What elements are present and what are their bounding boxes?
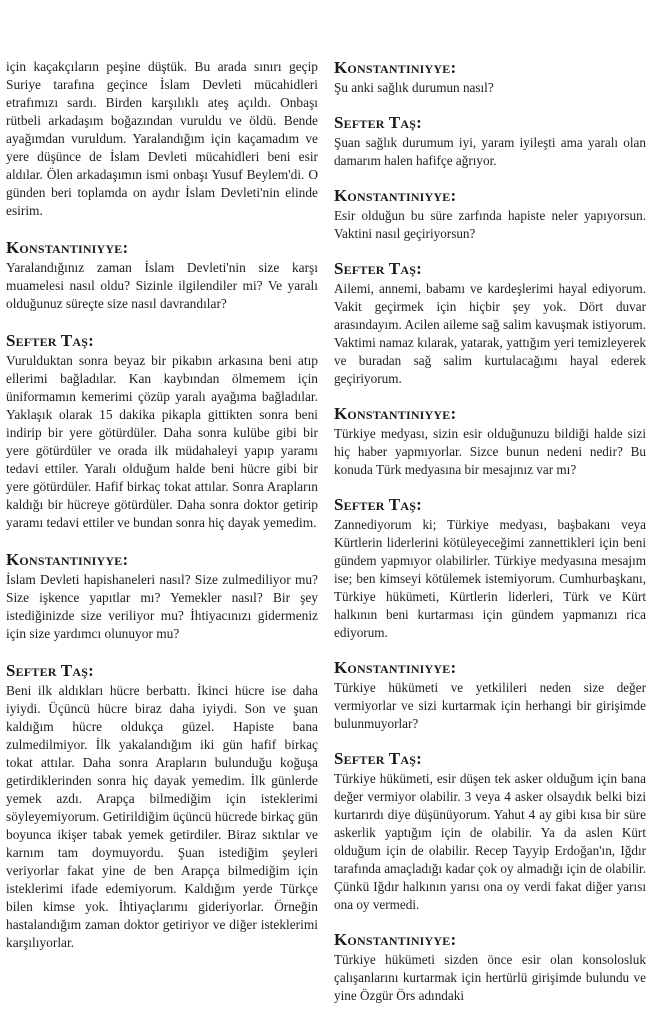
answer-block (6, 331, 318, 532)
question-block (334, 930, 646, 1005)
speaker-interviewee: Sefter Taş: (6, 331, 94, 350)
speaker-interviewee: Sefter Taş: (334, 495, 422, 514)
speaker-interviewer: Konstantiniyye: (6, 238, 129, 257)
speaker-interviewer: Konstantiniyye: (334, 58, 457, 77)
speaker-interviewee: Sefter Taş: (334, 259, 422, 278)
answer-block (334, 113, 646, 170)
left-column (6, 58, 318, 952)
answer-text: Vurulduktan sonra beyaz bir pikabın arkasına beni atıp ellerimi bağladılar. Kan kaybından ölmemem için üniformamın kemerimi çözüp yaralı ayağıma bağladılar. Yaklaşık olarak 15 dakika pikapla gittikten sonra beni indirip bir yere götürdüler. Daha sonra kulübe gibi bir yere götürdüler ve orada ilk müdahaleyi yapıp yaramı tedavi ettiler. Yaralı olduğum halde beni hücre gibi bir yere götürdüler. Hafif birkaç tokat attılar. Sonra Arapların kaldığı bir hücreye götürdüler. Daha sonra doktor getirip yaramı tedavi ettiler ve bundan sonra hiç dayak yemedim. (6, 353, 318, 530)
answer-block (334, 749, 646, 914)
speaker-interviewer: Konstantiniyye: (334, 186, 457, 205)
speaker-interviewer: Konstantiniyye: (334, 930, 457, 949)
question-block (334, 58, 646, 97)
answer-text: Zannediyorum ki; Türkiye medyası, başbakanı veya Kürtlerin liderlerini kötüleyeceğimi zannettikleri için beni gündem yapmıyor olabilirler. Türkiye medyasına mesajım ise; ben kimseyi kötülemek istemiyorum. Cumhurbaşkanı, Türkiye hükümeti, Kürtlerin liderleri, Türk ve Kürt halkının beni kurtarması için gündem yapmanızı rica ediyorum. (334, 517, 646, 640)
question-block (334, 658, 646, 733)
answer-continued (6, 58, 318, 220)
answer-text: için kaçakçıların peşine düştük. Bu arada sınırı geçip Suriye tarafına geçince İslam Devleti mücahidleri etrafımızı sardı. Birden karşılıklı ateş açıldı. Onbaşı rütbeli arkadaşım boğazından vuruldu ve öldü. Bende ayağımdan vuruldum. Yaralandığım için kaçamadım ve yere düşünce de İslam Devleti mücahidleri beni esir aldılar. Ölen arkadaşımın ismi onbaşı Yusuf Beylem'di. O günden beri toplamda on aydır İslam Devleti'nin elinde esirim. (6, 59, 318, 218)
question-text: Şu anki sağlık durumun nasıl? (334, 80, 494, 95)
answer-text: Türkiye hükümeti, esir düşen tek asker olduğum için bana değer vermiyor olabilir. 3 veya 4 asker olsaydık belki bizi kurtarırdı diye düşünüyorum. Yahut 4 ay gibi kısa bir süre askerlik yaptığım için de olabilir. Ya da aslen Kürt olduğum için de olabilir. Recep Tayyip Erdoğan'ın, Iğdır tarafında amaçladığı kadar çok oy almadığı için de olabilir. Çünkü Iğdır halkının yarısı ona oy verdi fakat diğer yarısı ona oy vermedi. (334, 771, 646, 912)
question-text: Türkiye hükümeti ve yetkilileri neden size değer vermiyorlar ve sizi kurtarmak için herhangi bir girişimde bulunmuyorlar? (334, 680, 646, 731)
question-block (334, 404, 646, 479)
speaker-interviewer: Konstantiniyye: (334, 658, 457, 677)
question-text: Yaralandığınız zaman İslam Devleti'nin size karşı muamelesi nasıl oldu? Sizinle ilgilendiler mi? Ve yaralı olduğunuz süreçte size nasıl davrandılar? (6, 260, 318, 311)
speaker-interviewer: Konstantiniyye: (6, 550, 129, 569)
question-block (6, 238, 318, 313)
right-column (334, 58, 646, 1005)
answer-text: Beni ilk aldıkları hücre berbattı. İkinci hücre ise daha iyiydi. Üçüncü hücre biraz daha iyiydi. Son ve şuan kaldığım hücre oldukça güzel. Hapiste bana zulmedilmiyor. İlk yakalandığım iki gün hafif birkaç tokat attılar. Daha sonra Arapların bulunduğu koğuşa getirdiklerinden sonra hiç dayak yemedim. İlk günlerde yemek azdı. Arapça bilmediğim için isteklerimi söyleyemiyorum. Getirildiğim üçüncü hücrede birkaç gün boyunca ikişer tabak yemek getirdiler. Biraz sıktılar ve karnım tam doymuyordu. Şuan istediğim şeyleri veriyorlar fakat yine de ben Arapça bilmediğim için isteklerimi ifade edemiyorum. Kaldığım yerde Türkçe bilen kimse yok. İhtiyaçlarımı gideriyorlar. Örneğin hastalandığım zaman doktor getiriyor ve diğer isteklerimi karşılıyorlar. (6, 683, 318, 950)
question-text: Esir olduğun bu süre zarfında hapiste neler yapıyorsun. Vaktini nasıl geçiriyorsun? (334, 208, 646, 241)
speaker-interviewer: Konstantiniyye: (334, 404, 457, 423)
question-block (334, 186, 646, 243)
question-text: İslam Devleti hapishaneleri nasıl? Size zulmediliyor mu? Size işkence yapıtlar mı? Yemekler nasıl? Bir şey istediğinizde size veriliyor mu? İhtiyacınızı gidermeniz için size yardımcı olunuyor mu? (6, 572, 318, 641)
answer-block (334, 259, 646, 388)
speaker-interviewee: Sefter Taş: (334, 749, 422, 768)
answer-text: Ailemi, annemi, babamı ve kardeşlerimi hayal ediyorum. Vakit geçirmek için hiçbir şey yok. Dört duvar arasındayım. Acilen aileme sağ salim kavuşmak istiyorum. Vaktimi namaz kılarak, yatarak, yattığım yeri temizleyerek ve buradan sağ salim kurtulacağımı hayal ederek geçiriyorum. (334, 281, 646, 386)
speaker-interviewee: Sefter Taş: (6, 661, 94, 680)
answer-text: Şuan sağlık durumum iyi, yaram iyileşti ama yaralı olan damarım halen hafifçe ağrıyor. (334, 135, 646, 168)
question-text: Türkiye hükümeti sizden önce esir olan konsolosluk çalışanlarını kurtarmak için hertürlü girişimde bulundu ve yine Özgür Örs adındaki (334, 952, 646, 1003)
question-text: Türkiye medyası, sizin esir olduğunuzu bildiği halde sizi hiç haber yapmıyorlar. Sizce bunun nedeni nedir? Bu konuda Türk medyasına bir mesajınız var mı? (334, 426, 646, 477)
speaker-interviewee: Sefter Taş: (334, 113, 422, 132)
answer-block (6, 661, 318, 952)
question-block (6, 550, 318, 643)
answer-block (334, 495, 646, 642)
